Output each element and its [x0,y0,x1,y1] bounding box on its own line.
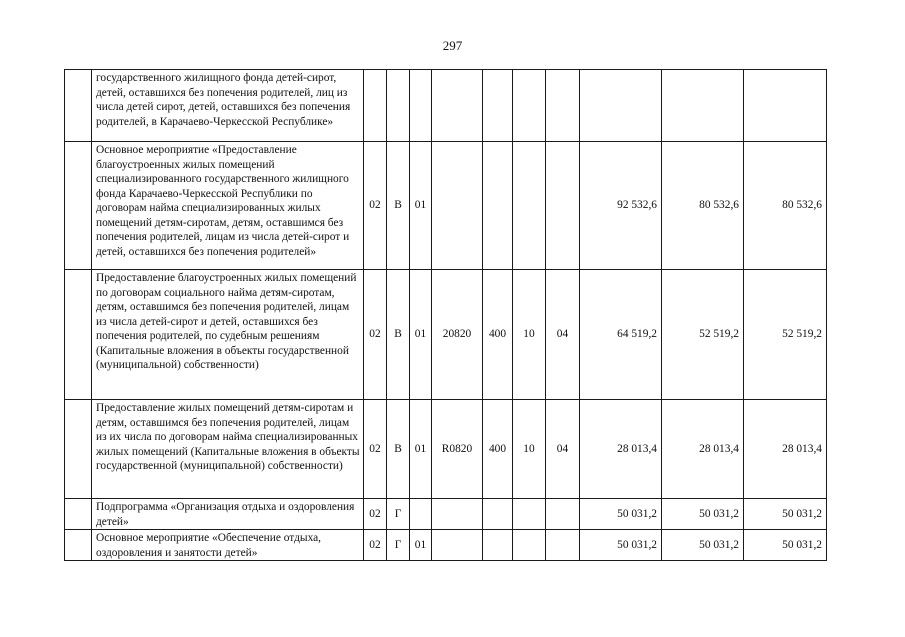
section-cell: 10 [513,270,546,400]
direction-code-cell [432,70,483,142]
description-cell: Основное мероприятие «Предоставление благоустроенных жилых помещений специализированного государственного жилищного фонда Карачаево-Черкесской Республики по договорам найма специализированных жилых помещений детям-сиротам, детям, оставшимся без попечения родителей, лицам из числа детей-сирот и детей, оставшихся без попечения родителей» [92,142,364,270]
table-row [65,400,827,499]
subprogram-code-cell: Г [387,499,410,530]
description-cell: Подпрограмма «Организация отдыха и оздоровления детей» [92,499,364,530]
description-cell: государственного жилищного фонда детей-сирот, детей, оставшихся без попечения родителей, лиц из числа детей сирот, детей, оставшихся без попечения родителей, в Карачаево-Черкесской Республике» [92,70,364,142]
page-number: 297 [442,38,463,53]
amount-2-cell: 28 013,4 [662,400,744,499]
amount-3-cell: 28 013,4 [744,400,827,499]
amount-1-cell: 28 013,4 [580,400,662,499]
table-row [65,270,827,400]
direction-code-cell: 20820 [432,270,483,400]
program-code-cell: 02 [364,400,387,499]
amount-2-cell: 52 519,2 [662,270,744,400]
expense-type-cell: 400 [483,400,513,499]
row-number-cell [65,270,92,400]
main-event-code-cell [410,499,432,530]
subsection-cell: 04 [546,270,580,400]
subsection-cell [546,70,580,142]
amount-1-cell: 64 519,2 [580,270,662,400]
amount-1-cell: 50 031,2 [580,499,662,530]
amount-2-cell: 50 031,2 [662,530,744,561]
main-event-code-cell: 01 [410,530,432,561]
direction-code-cell: R0820 [432,400,483,499]
section-cell: 10 [513,400,546,499]
main-event-code-cell: 01 [410,400,432,499]
direction-code-cell [432,499,483,530]
description-cell: Предоставление жилых помещений детям-сиротам и детям, оставшимся без попечения родителей, лицам из их числа по договорам найма специализированных жилых помещений (Капитальные вложения в объекты государственной (муниципальной) собственности) [92,400,364,499]
table-row [65,70,827,142]
subsection-cell [546,499,580,530]
program-code-cell [364,70,387,142]
table-row [65,530,827,561]
expense-type-cell [483,142,513,270]
expense-type-cell: 400 [483,270,513,400]
row-number-cell [65,499,92,530]
row-number-cell [65,400,92,499]
subprogram-code-cell [387,70,410,142]
direction-code-cell [432,530,483,561]
direction-code-cell [432,142,483,270]
section-cell [513,499,546,530]
amount-3-cell: 50 031,2 [744,499,827,530]
amount-1-cell [580,70,662,142]
main-event-code-cell [410,70,432,142]
amount-3-cell [744,70,827,142]
budget-table [64,69,827,561]
subprogram-code-cell: В [387,400,410,499]
amount-3-cell: 80 532,6 [744,142,827,270]
description-cell: Предоставление благоустроенных жилых помещений по договорам социального найма детям-сиротам, детям, оставшимся без попечения родителей, лицам из числа детей-сирот и детей, оставшихся без попечения родителей, по судебным решениям (Капитальные вложения в объекты государственной (муниципальной) собственности) [92,270,364,400]
amount-1-cell: 92 532,6 [580,142,662,270]
expense-type-cell [483,70,513,142]
amount-2-cell: 50 031,2 [662,499,744,530]
expense-type-cell [483,499,513,530]
amount-2-cell: 80 532,6 [662,142,744,270]
subsection-cell [546,142,580,270]
table-row [65,142,827,270]
program-code-cell: 02 [364,499,387,530]
row-number-cell [65,530,92,561]
program-code-cell: 02 [364,270,387,400]
amount-3-cell: 52 519,2 [744,270,827,400]
program-code-cell: 02 [364,530,387,561]
amount-2-cell [662,70,744,142]
row-number-cell [65,70,92,142]
description-cell: Основное мероприятие «Обеспечение отдыха, оздоровления и занятости детей» [92,530,364,561]
subprogram-code-cell: В [387,142,410,270]
row-number-cell [65,142,92,270]
subprogram-code-cell: В [387,270,410,400]
section-cell [513,142,546,270]
table-row [65,499,827,530]
program-code-cell: 02 [364,142,387,270]
amount-1-cell: 50 031,2 [580,530,662,561]
subsection-cell [546,530,580,561]
subprogram-code-cell: Г [387,530,410,561]
main-event-code-cell: 01 [410,142,432,270]
main-event-code-cell: 01 [410,270,432,400]
subsection-cell: 04 [546,400,580,499]
section-cell [513,530,546,561]
section-cell [513,70,546,142]
expense-type-cell [483,530,513,561]
amount-3-cell: 50 031,2 [744,530,827,561]
